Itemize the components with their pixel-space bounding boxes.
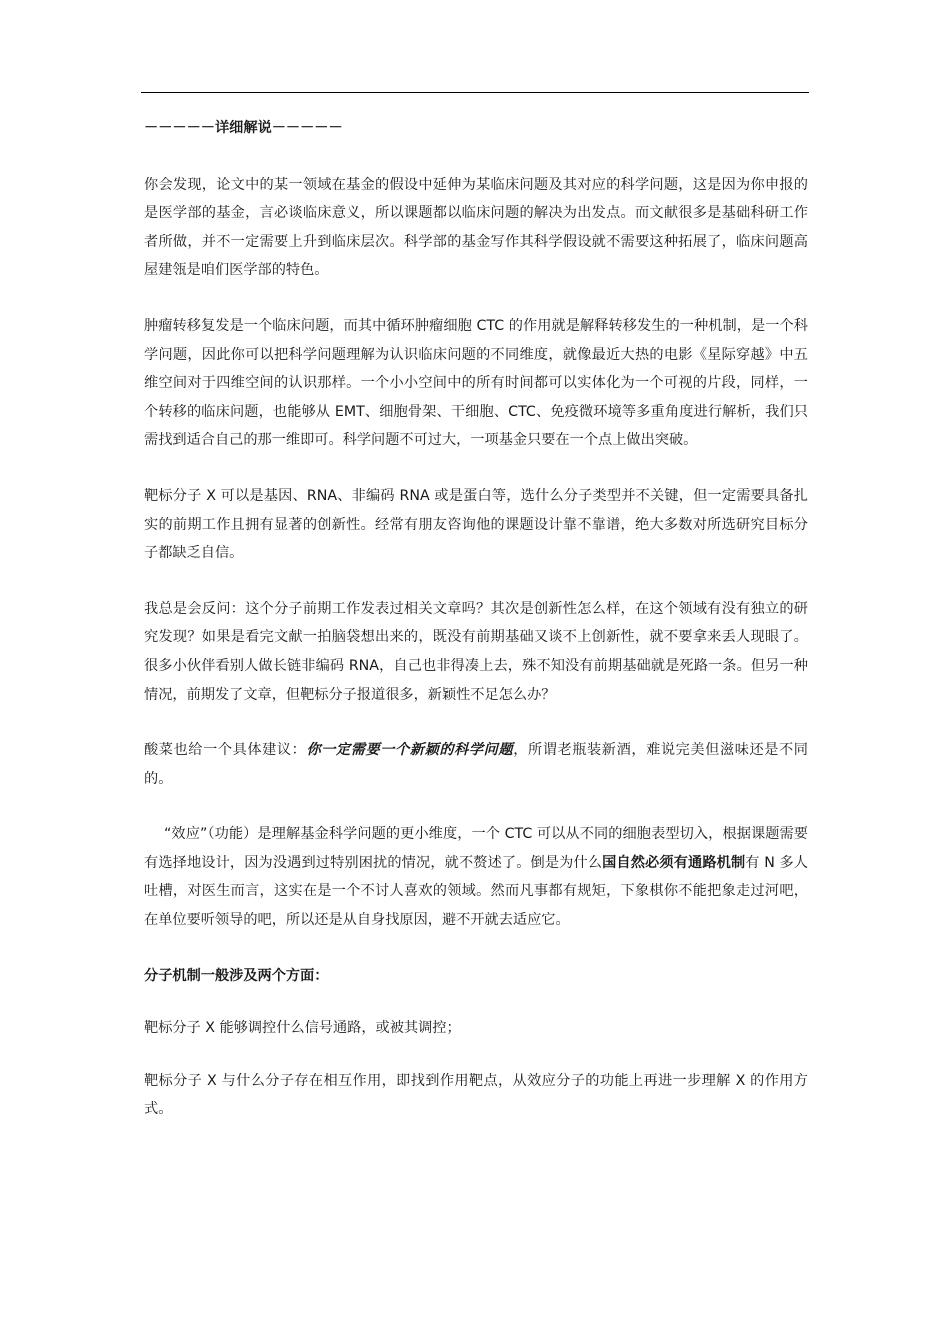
effect-suffix: 有 N 多人吐槽，对医生而言，这实在是一个不讨人喜欢的领域。然而凡事都有规矩，下象棋你不能把象走过河吧，在单位要听领导的吧，所以还是从自身找原因，避不开就去适应它。 [144, 854, 808, 929]
mechanism-heading: 分子机制一般涉及两个方面： [144, 967, 329, 984]
mechanism-item-pathway: 靶标分子 X 能够调控什么信号通路，或被其调控； [144, 1020, 461, 1037]
document-body [144, 114, 808, 1124]
header-rule [141, 92, 809, 93]
paragraph-questions: 我总是会反问：这个分子前期工作发表过相关文章吗？其次是创新性怎么样，在这个领域有没有独立的研究发现？如果是看完文献一拍脑袋想出来的，既没有前期基础又谈不上创新性，就不要拿来丢人现眼了。很多小伙伴看别人做长链非编码 RNA，自己也非得凑上去，殊不知没有前期基础就是死路一条。但另一种情况，前期发了文章，但靶标分子报道很多，新颖性不足怎么办？ [144, 600, 808, 703]
paragraph-tumor-metastasis: 肿瘤转移复发是一个临床问题，而其中循环肿瘤细胞 CTC 的作用就是解释转移发生的一种机制，是一个科学问题，因此你可以把科学问题理解为认识临床问题的不同维度，就像最近大热的电影《星际穿越》中五维空间对于四维空间的认识那样。一个小小空间中的所有时间都可以实体化为一个可视的片段，同样，一个转移的临床问题，也能够从 EMT、细胞骨架、干细胞、CTC、免疫微环境等多重角度进行解析，我们只需找到适合自己的那一维即可。科学问题不可过大，一项基金只要在一个点上做出突破。 [144, 317, 808, 449]
suggestion-prefix: 酸菜也给一个具体建议： [144, 742, 307, 759]
suggestion-suffix: ，所谓老瓶装新酒，难说完美但滋味还是不同的。 [144, 742, 808, 787]
effect-prefix: “效应”（功能）是理解基金科学问题的更小维度，一个 CTC 可以从不同的细胞表型切入，根据课题需要有选择地设计，因为没遇到过特别困扰的情况，就不赘述了。倒是为什么 [144, 826, 808, 871]
paragraph-suggestion [144, 736, 808, 793]
effect-emphasis: 国自然必须有通路机制 [602, 854, 746, 871]
paragraph-target-molecule: 靶标分子 X 可以是基因、RNA、非编码 RNA 或是蛋白等，选什么分子类型并不关键，但一定需要具备扎实的前期工作且拥有显著的创新性。经常有朋友咨询他的课题设计靠不靠谱，绝大多数对所选研究目标分子都缺乏自信。 [144, 487, 808, 562]
paragraph-effect [144, 820, 808, 934]
mechanism-item-interaction: 靶标分子 X 与什么分子存在相互作用，即找到作用靶点，从效应分子的功能上再进一步理解 X 的作用方式。 [144, 1072, 808, 1118]
suggestion-emphasis: 你一定需要一个新颖的科学问题 [306, 742, 514, 759]
paragraph-clinical-vs-science: 你会发现，论文中的某一领域在基金的假设中延伸为某临床问题及其对应的科学问题，这是因为你申报的是医学部的基金，言必谈临床意义，所以课题都以临床问题的解决为出发点。而文献很多是基础科研工作者所做，并不一定需要上升到临床层次。科学部的基金写作其科学假设就不需要这种拓展了，临床问题高屋建瓴是咱们医学部的特色。 [144, 176, 808, 279]
section-title: －－－－－详细解说－－－－－ [144, 120, 343, 136]
